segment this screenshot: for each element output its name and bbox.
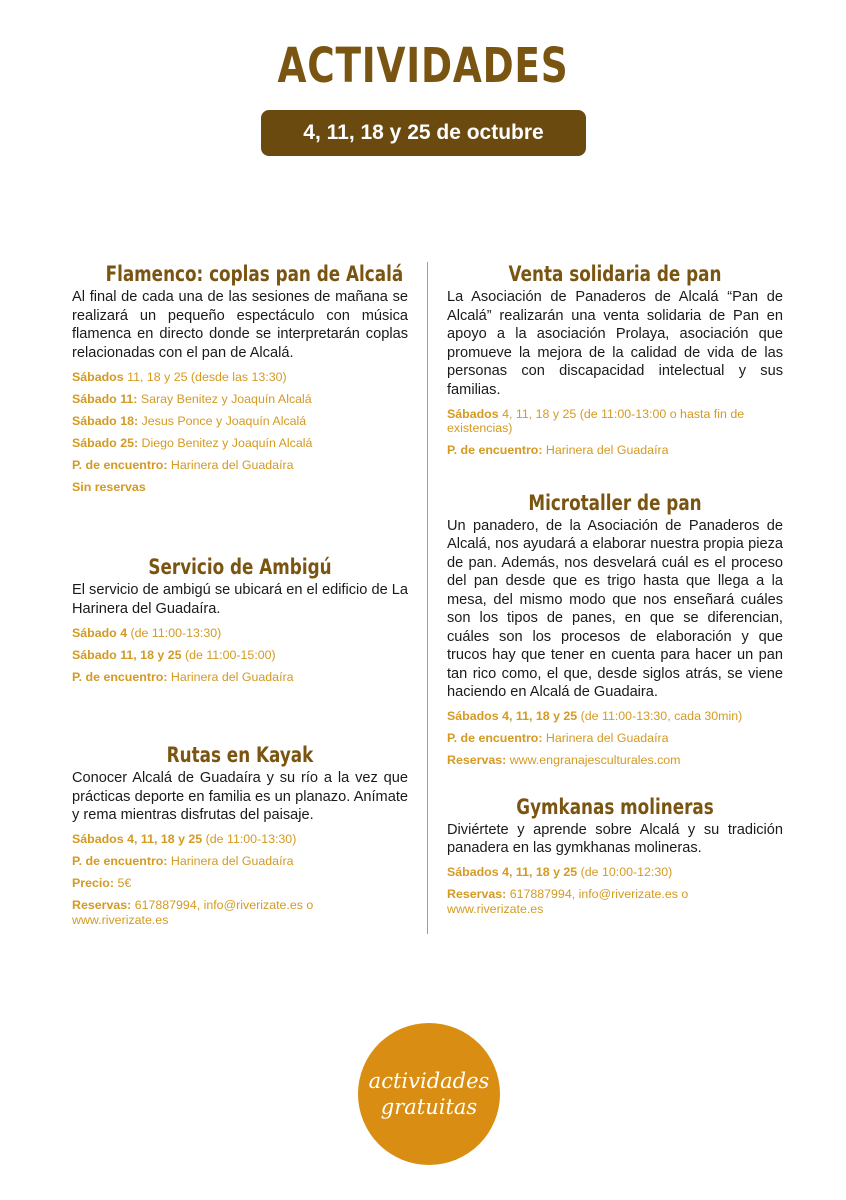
section-venta <box>447 262 783 458</box>
section-description: El servicio de ambigú se ubicará en el edificio de La Harinera del Guadaíra. <box>72 582 408 617</box>
free-activities-badge <box>358 1023 500 1165</box>
info-line <box>72 898 408 927</box>
column-divider <box>427 262 428 934</box>
info-label: Reservas: <box>72 898 132 912</box>
info-value: 11, 18 y 25 (desde las 13:30) <box>123 369 287 384</box>
info-label: Sábado 11, 18 y 25 <box>72 647 182 662</box>
info-line <box>72 670 408 685</box>
info-list <box>72 370 408 495</box>
info-line <box>72 480 408 495</box>
section-description: La Asociación de Panaderos de Alcalá “Pan de Alcalá” realizarán una venta solidaria de Pan en apoyo a la asociación Prolaya, asociación que promueve la mejora de la calidad de vida de las personas con discapacidad intelectual y sus familias. <box>447 289 783 398</box>
right-column <box>447 262 783 916</box>
info-list <box>72 626 408 685</box>
info-line <box>447 865 783 880</box>
info-label: Reservas: <box>447 887 507 901</box>
info-label: Sábado 25: <box>72 435 139 450</box>
left-column <box>72 262 408 927</box>
info-value: Saray Benitez y Joaquín Alcalá <box>137 391 312 406</box>
info-label: Sábados 4, 11, 18 y 25 <box>447 865 578 879</box>
info-label: Reservas: <box>447 753 507 767</box>
info-line <box>447 407 783 436</box>
info-line <box>72 458 408 473</box>
info-label: Precio: <box>72 876 115 890</box>
section-description: Diviértete y aprende sobre Alcalá y su tradición panadera en las gymkhanas molineras. <box>447 821 783 856</box>
info-value: Harinera del Guadaíra <box>167 854 294 868</box>
info-list <box>447 865 783 916</box>
info-line <box>72 414 408 429</box>
info-line <box>447 753 783 768</box>
info-line <box>447 731 783 746</box>
info-label: P. de encuentro: <box>447 443 543 457</box>
info-value: www.engranajesculturales.com <box>506 753 681 767</box>
info-label: P. de encuentro: <box>72 669 168 684</box>
info-line <box>447 887 783 916</box>
info-value: Harinera del Guadaíra <box>167 669 294 684</box>
section-kayak <box>72 743 408 927</box>
section-ambigu <box>72 555 408 684</box>
info-value: Diego Benitez y Joaquín Alcalá <box>138 435 313 450</box>
info-line <box>72 648 408 663</box>
section-flamenco <box>72 262 408 494</box>
info-label: Sábados 4, 11, 18 y 25 <box>447 709 578 723</box>
info-line <box>72 876 408 891</box>
info-line <box>72 392 408 407</box>
info-line <box>447 709 783 724</box>
info-value: Harinera del Guadaíra <box>542 731 669 745</box>
badge-line-2: gratuitas <box>380 1095 478 1119</box>
section-description: Conocer Alcalá de Guadaíra y su río a la vez que prácticas deporte en familia es un planazo. Anímate y rema mientras disfrutas del paisaje. <box>72 770 408 823</box>
info-line <box>72 436 408 451</box>
info-line <box>72 832 408 847</box>
badge-line-1: actividades <box>368 1069 490 1093</box>
section-title: Rutas en Kayak <box>166 743 314 767</box>
info-label: P. de encuentro: <box>72 457 168 472</box>
section-title: Microtaller de pan <box>528 490 702 515</box>
info-label: Sábado 4 <box>72 625 128 640</box>
info-line <box>447 443 783 458</box>
info-value: 4, 11, 18 y 25 (de 11:00-13:00 o hasta fin de existencias) <box>447 406 745 435</box>
info-line <box>72 370 408 385</box>
page-title: ACTIVIDADES <box>277 38 569 94</box>
info-line <box>72 626 408 641</box>
info-value: Harinera del Guadaíra <box>167 457 294 472</box>
info-value: (de 11:00-15:00) <box>181 647 276 662</box>
section-title: Gymkanas molineras <box>516 794 714 819</box>
info-label: P. de encuentro: <box>72 854 168 868</box>
info-value: (de 11:00-13:30, cada 30min) <box>577 709 743 723</box>
section-description: Un panadero, de la Asociación de Panaderos de Alcalá, nos ayudará a elaborar nuestra propia pieza de pan. Además, nos desvelará cuál es el proceso del pan desde que es trigo hasta que llega a la mesa, del mismo modo que nos enseñará cuáles son los tipos de panes, en que se diferencian, cuáles son los procesos de elaboración y que trucos hay que tener en cuenta para hacer un pan tan rico como, el que, desde siglos atrás, se viene haciendo en Alcalá de Guadaira. <box>447 517 783 700</box>
section-description: Al final de cada una de las sesiones de mañana se realizará un pequeño espectáculo con música flamenca en directo donde se interpretarán coplas relacionadas con el pan de Alcalá. <box>72 289 408 361</box>
info-value: Harinera del Guadaíra <box>542 443 669 457</box>
section-title: Venta solidaria de pan <box>508 262 722 286</box>
section-gymkanas <box>447 795 783 917</box>
info-value: (de 10:00-12:30) <box>577 865 673 879</box>
info-label: Sábados <box>447 406 499 421</box>
info-value: (de 11:00-13:30) <box>202 832 297 846</box>
info-list <box>72 832 408 927</box>
info-label: Sin reservas <box>72 479 146 494</box>
info-label: Sábados <box>72 369 124 384</box>
info-value: 617887994, info@riverizate.es o www.riverizate.es <box>447 887 689 916</box>
info-value: 5€ <box>114 876 132 890</box>
info-value: Jesus Ponce y Joaquín Alcalá <box>138 413 307 428</box>
info-label: P. de encuentro: <box>447 731 543 745</box>
info-label: Sábados 4, 11, 18 y 25 <box>72 832 203 846</box>
info-label: Sábado 11: <box>72 391 138 406</box>
info-list <box>447 407 783 458</box>
section-microtaller <box>447 491 783 768</box>
section-title: Servicio de Ambigú <box>148 555 332 579</box>
date-banner: 4, 11, 18 y 25 de octubre <box>261 110 586 156</box>
info-list <box>447 709 783 768</box>
info-label: Sábado 18: <box>72 413 139 428</box>
section-title: Flamenco: coplas pan de Alcalá <box>105 262 404 286</box>
info-value: 617887994, info@riverizate.es o www.riverizate.es <box>72 898 314 927</box>
info-value: (de 11:00-13:30) <box>127 625 222 640</box>
info-line <box>72 854 408 869</box>
